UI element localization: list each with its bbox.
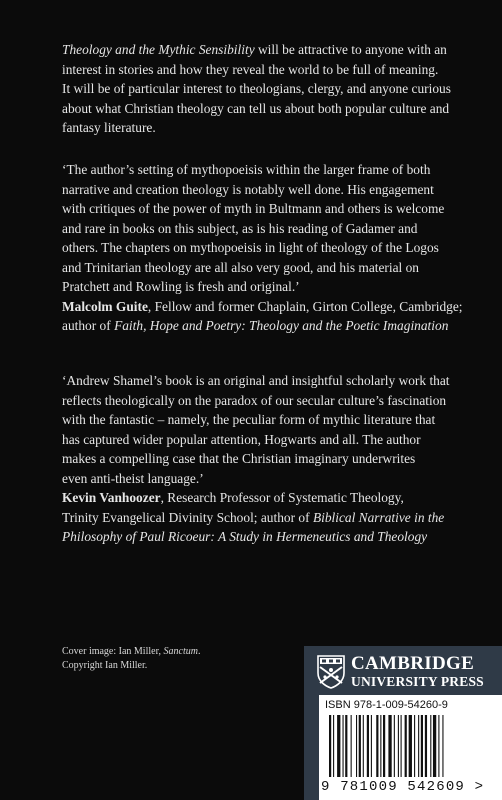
cambridge-crest-icon (317, 655, 345, 689)
quote-line: even anti-theist language.’ (62, 470, 204, 486)
quote-line: narrative and creation theology is notably well done. His engagement (62, 181, 434, 197)
endorser-affiliation-line: Trinity Evangelical Divinity School; author of Biblical Narrative in the (62, 509, 445, 525)
endorser-affiliation: , Research Professor of Systematic Theology, (160, 490, 404, 505)
endorser-work-title: Biblical Narrative in the (312, 509, 445, 525)
blurb-line: about what Christian theology can tell us about both popular culture and (62, 100, 450, 116)
endorser-work-title-cont: Philosophy of Paul Ricoeur: A Study in Hermeneutics and Theology (62, 529, 428, 544)
quote-line: makes a compelling case that the Christian imaginary underwrites (62, 451, 416, 466)
quote-line: others. The chapters on mythopoeisis in light of theology of the Logos (62, 240, 439, 255)
quote-line: reflects theologically on the paradox of our secular culture’s fascination (62, 392, 447, 408)
blurb-line: It will be of particular interest to theologians, clergy, and anyone curious (62, 81, 451, 96)
cover-image-credit: Cover image: Ian Miller, Sanctum. (62, 646, 201, 657)
quote-line: Pratchett and Rowling is fresh and original.’ (62, 279, 300, 294)
blurb-line: interest in stories and how they reveal the world to be full of meaning. (62, 61, 439, 77)
endorser-work-line: author of Faith, Hope and Poetry: Theology and the Poetic Imagination (62, 318, 449, 333)
endorser-line (62, 297, 482, 317)
cover-image-title: Sanctum (163, 646, 198, 657)
endorser-name: Malcolm Guite (62, 298, 148, 314)
book-title: Theology and the Mythic Sensibility (62, 42, 255, 57)
quote-line: has captured wider popular attention, Hogwarts and all. The author (62, 431, 421, 447)
endorser-affiliation: , Fellow and former Chaplain, Girton College, Cambridge; (147, 298, 463, 314)
book-blurb (62, 40, 482, 138)
blurb-line: Theology and the Mythic Sensibility will be attractive to anyone with an (62, 42, 447, 57)
barcode-icon (327, 715, 492, 777)
endorser-name: Kevin Vanhoozer (62, 490, 161, 505)
isbn-number: ISBN 978-1-009-54260-9 (325, 699, 448, 711)
endorser-line (62, 488, 482, 508)
blurb-line: fantasy literature. (62, 120, 156, 135)
publisher-name: CAMBRIDGE (351, 653, 475, 674)
cover-copyright: Copyright Ian Miller. (62, 660, 148, 671)
cover-credit (62, 645, 200, 673)
quote-line: ‘The author’s setting of mythopoeisis within the larger frame of both (62, 162, 431, 177)
endorser-work-title: Faith, Hope and Poetry: Theology and the Poetic Imagination (114, 318, 449, 333)
quote-line: and rare in books on this subject, as is his reading of Gadamer and (62, 220, 418, 236)
barcode-digits: 9 781009 542609 > (321, 779, 485, 795)
quote-line: and Trinitarian theology are all also very good, and his material on (62, 259, 420, 275)
quote-line: ‘Andrew Shamel’s book is an original and insightful scholarly work that (62, 373, 450, 388)
publisher-press: UNIVERSITY PRESS (351, 674, 484, 689)
quote-line: with the fantastic – namely, the peculiar form of mythic literature that (62, 412, 436, 427)
endorsement-guite (62, 160, 482, 336)
quote-line: with critiques of the power of myth in Bultmann and others is welcome (62, 201, 445, 216)
barcode-box (319, 695, 502, 800)
publisher-panel (304, 646, 502, 800)
endorsement-vanhoozer (62, 371, 482, 547)
